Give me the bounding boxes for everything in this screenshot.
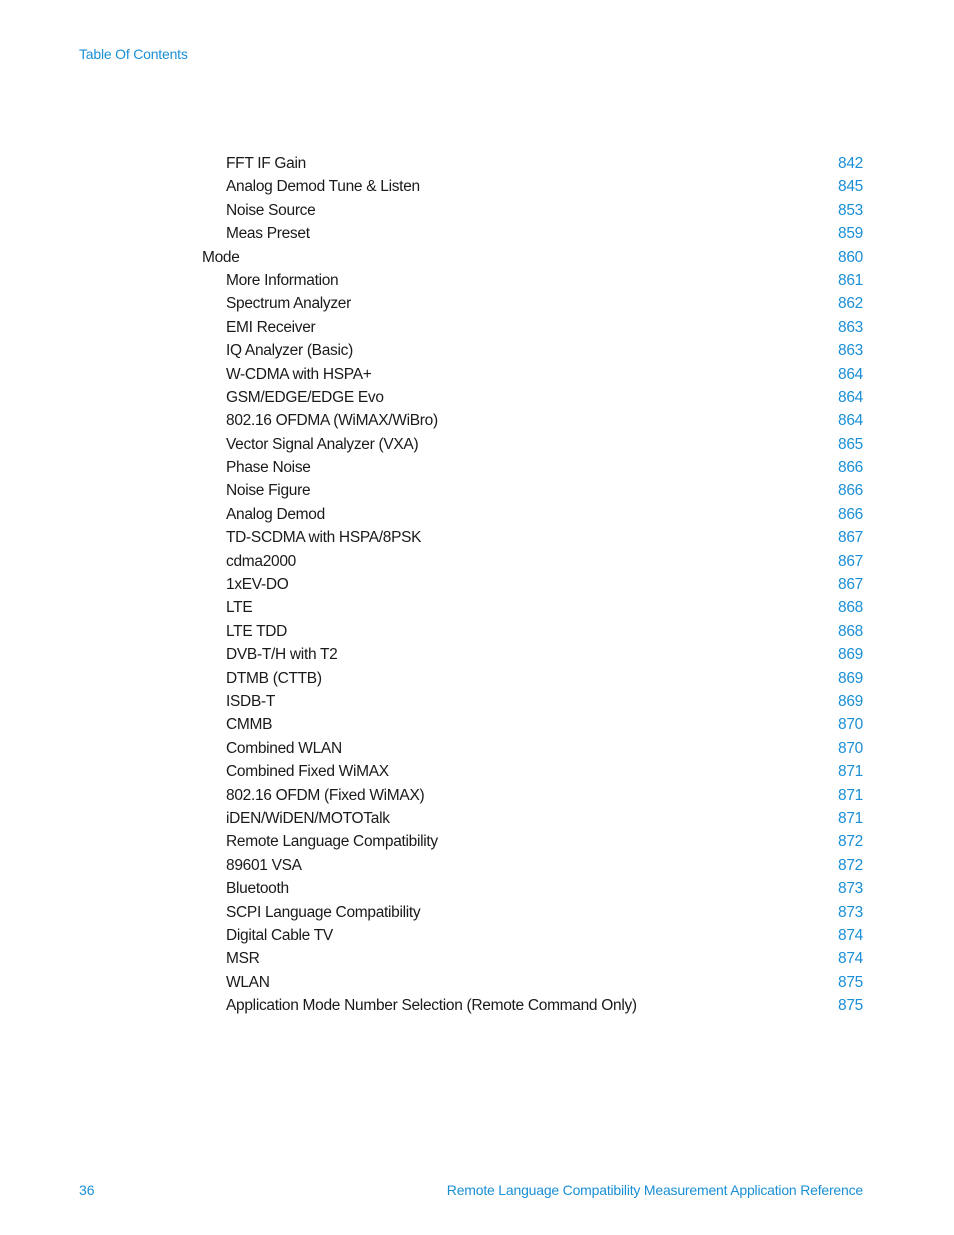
toc-entry[interactable] [0, 456, 954, 479]
toc-entry[interactable] [0, 199, 954, 222]
toc-entry[interactable] [0, 643, 954, 666]
toc-entry-page-link[interactable]: 868 [838, 622, 863, 640]
toc-entry-title: GSM/EDGE/EDGE Evo [226, 388, 384, 406]
toc-entry-title: LTE [226, 599, 253, 617]
toc-entry[interactable] [0, 386, 954, 409]
toc-entry-title: TD-SCDMA with HSPA/8PSK [226, 529, 422, 547]
toc-entry-title: LTE TDD [226, 622, 288, 640]
toc-entry-title: WLAN [226, 973, 270, 991]
toc-entry-page-link[interactable]: 860 [838, 248, 863, 266]
toc-entry-title: Vector Signal Analyzer (VXA) [226, 435, 419, 453]
toc-entry-title: ISDB-T [226, 692, 276, 710]
toc-entry-page-link[interactable]: 871 [838, 809, 863, 827]
toc-list [0, 152, 954, 1017]
toc-entry[interactable] [0, 807, 954, 830]
toc-entry-title: iDEN/WiDEN/MOTOTalk [226, 809, 390, 827]
toc-entry[interactable] [0, 947, 954, 970]
toc-entry[interactable] [0, 854, 954, 877]
toc-entry-title: FFT IF Gain [226, 155, 306, 172]
toc-entry-page-link[interactable]: 867 [838, 552, 863, 570]
toc-entry[interactable] [0, 994, 954, 1017]
toc-entry-page-link[interactable]: 870 [838, 716, 863, 734]
toc-entry[interactable] [0, 620, 954, 643]
toc-entry-title: DVB-T/H with T2 [226, 646, 338, 664]
toc-entry-page-link[interactable]: 871 [838, 786, 863, 804]
toc-entry[interactable] [0, 901, 954, 924]
toc-entry-title: DTMB (CTTB) [226, 669, 322, 687]
toc-entry-page-link[interactable]: 874 [838, 950, 863, 968]
toc-entry-page-link[interactable]: 875 [838, 973, 863, 991]
toc-entry-title: Mode [202, 248, 240, 266]
toc-entry-page-link[interactable]: 874 [838, 926, 863, 944]
toc-entry[interactable] [0, 339, 954, 362]
toc-entry[interactable] [0, 550, 954, 573]
toc-entry[interactable] [0, 667, 954, 690]
toc-entry[interactable] [0, 292, 954, 315]
toc-entry[interactable] [0, 877, 954, 900]
toc-entry[interactable] [0, 152, 954, 175]
toc-entry-page-link[interactable]: 864 [838, 388, 863, 406]
toc-entry-page-link[interactable]: 866 [838, 482, 863, 500]
toc-entry[interactable] [0, 316, 954, 339]
toc-entry-page-link[interactable]: 873 [838, 880, 863, 898]
footer-document-title: Remote Language Compatibility Measurement Application Reference [446, 1182, 863, 1198]
toc-entry-page-link[interactable]: 853 [838, 201, 863, 219]
toc-entry[interactable] [0, 222, 954, 245]
toc-entry-page-link[interactable]: 842 [838, 155, 863, 172]
toc-entry-title: 802.16 OFDM (Fixed WiMAX) [226, 786, 425, 804]
toc-entry[interactable] [0, 246, 954, 269]
toc-entry-title: Noise Source [226, 201, 316, 219]
toc-entry-title: MSR [226, 950, 260, 968]
toc-entry[interactable] [0, 479, 954, 502]
toc-entry[interactable] [0, 526, 954, 549]
toc-entry-title: W-CDMA with HSPA+ [226, 365, 372, 383]
toc-entry-page-link[interactable]: 864 [838, 412, 863, 430]
footer-page-number: 36 [79, 1182, 95, 1198]
toc-entry[interactable] [0, 737, 954, 760]
toc-entry-page-link[interactable]: 869 [838, 646, 863, 664]
table-of-contents-link[interactable]: Table Of Contents [79, 46, 188, 62]
toc-entry[interactable] [0, 503, 954, 526]
toc-entry-title: Analog Demod [226, 505, 325, 523]
toc-entry[interactable] [0, 690, 954, 713]
toc-entry-page-link[interactable]: 868 [838, 599, 863, 617]
toc-entry-page-link[interactable]: 872 [838, 856, 863, 874]
toc-entry[interactable] [0, 363, 954, 386]
toc-entry[interactable] [0, 713, 954, 736]
toc-entry-page-link[interactable]: 863 [838, 342, 863, 360]
toc-entry-page-link[interactable]: 862 [838, 295, 863, 313]
toc-entry-page-link[interactable]: 870 [838, 739, 863, 757]
toc-entry[interactable] [0, 784, 954, 807]
toc-entry[interactable] [0, 433, 954, 456]
toc-entry[interactable] [0, 573, 954, 596]
toc-entry-page-link[interactable]: 859 [838, 225, 863, 243]
toc-entry-page-link[interactable]: 865 [838, 435, 863, 453]
toc-entry-title: Noise Figure [226, 482, 311, 500]
toc-entry-title: 802.16 OFDMA (WiMAX/WiBro) [226, 412, 438, 430]
toc-entry-page-link[interactable]: 866 [838, 459, 863, 477]
toc-entry-page-link[interactable]: 875 [838, 997, 863, 1015]
toc-entry-title: Phase Noise [226, 459, 311, 477]
toc-entry[interactable] [0, 924, 954, 947]
toc-entry-page-link[interactable]: 867 [838, 576, 863, 594]
toc-entry-page-link[interactable]: 863 [838, 318, 863, 336]
toc-entry-page-link[interactable]: 871 [838, 763, 863, 781]
toc-entry-title: IQ Analyzer (Basic) [226, 342, 353, 360]
toc-entry-title: EMI Receiver [226, 318, 316, 336]
toc-entry[interactable] [0, 830, 954, 853]
toc-entry-page-link[interactable]: 869 [838, 692, 863, 710]
toc-entry[interactable] [0, 269, 954, 292]
toc-entry[interactable] [0, 971, 954, 994]
toc-entry-page-link[interactable]: 869 [838, 669, 863, 687]
toc-entry-title: Application Mode Number Selection (Remote Command Only) [226, 997, 637, 1015]
toc-entry-title: Combined Fixed WiMAX [226, 763, 389, 781]
toc-entry-title: 89601 VSA [226, 856, 302, 874]
toc-entry-title: Bluetooth [226, 880, 289, 898]
toc-entry-page-link[interactable]: 861 [838, 271, 863, 289]
toc-entry[interactable] [0, 409, 954, 432]
toc-entry-title: Spectrum Analyzer [226, 295, 351, 313]
toc-entry-title: Combined WLAN [226, 739, 342, 757]
toc-entry[interactable] [0, 596, 954, 619]
toc-entry-title: Digital Cable TV [226, 926, 333, 944]
toc-entry-title: Remote Language Compatibility [226, 833, 438, 851]
toc-entry[interactable] [0, 175, 954, 198]
toc-entry-page-link[interactable]: 867 [838, 529, 863, 547]
toc-entry[interactable] [0, 760, 954, 783]
toc-entry-title: More Information [226, 271, 339, 289]
toc-entry-page-link[interactable]: 872 [838, 833, 863, 851]
toc-entry-page-link[interactable]: 845 [838, 178, 863, 196]
toc-entry-page-link[interactable]: 864 [838, 365, 863, 383]
toc-entry-title: SCPI Language Compatibility [226, 903, 421, 921]
toc-entry-title: 1xEV-DO [226, 576, 289, 594]
toc-entry-page-link[interactable]: 873 [838, 903, 863, 921]
toc-entry-title: cdma2000 [226, 552, 296, 570]
toc-entry-title: CMMB [226, 716, 273, 734]
toc-entry-title: Meas Preset [226, 225, 310, 243]
toc-entry-page-link[interactable]: 866 [838, 505, 863, 523]
toc-entry-title: Analog Demod Tune & Listen [226, 178, 420, 196]
